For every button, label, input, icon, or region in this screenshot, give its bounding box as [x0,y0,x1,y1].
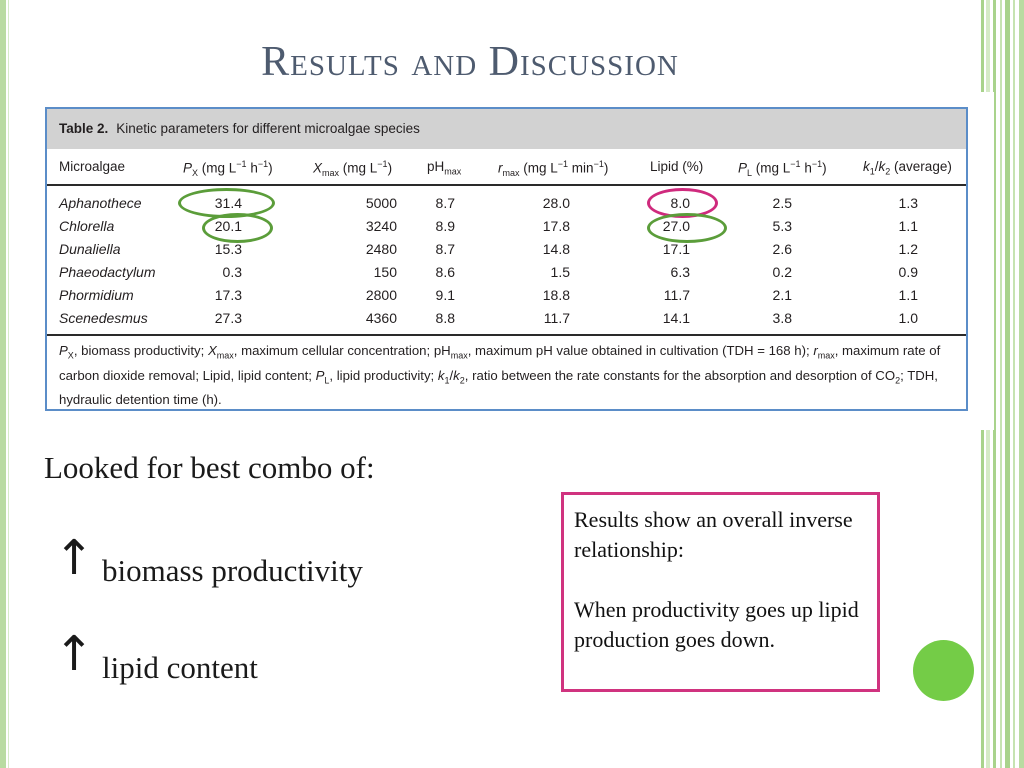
inverse-relationship-callout [561,492,880,692]
k-ratio-value: 1.0 [898,310,918,326]
col-header-k1k2: $k_1/k_2$ (average) [863,159,952,177]
species-name: Phormidium [59,287,134,303]
col-header-lipid: Lipid (%) [650,159,704,174]
ph-value: 8.7 [435,241,455,257]
species-name: Chlorella [59,218,115,234]
ph-value: 8.6 [435,264,455,280]
xmax-value: 3240 [365,218,397,234]
pl-value: 2.5 [772,195,792,211]
ph-value: 8.9 [435,218,455,234]
up-arrow-icon: ↑ [54,530,95,586]
pl-value: 2.1 [772,287,792,303]
pl-value: 5.3 [772,218,792,234]
left-border-bar [0,0,6,768]
lipid-value: 11.7 [663,287,690,303]
px-value: 27.3 [214,310,242,326]
k-ratio-value: 1.1 [898,287,918,303]
xmax-value: 4360 [365,310,397,326]
lipid-value: 27.0 [662,218,690,234]
species-name: Aphanothece [59,195,142,211]
decorative-green-circle [913,640,974,701]
col-header-microalgae: Microalgae [59,159,126,174]
k-ratio-value: 1.3 [898,195,918,211]
xmax-value: 2800 [365,287,397,303]
px-value: 20.1 [214,218,242,234]
up-arrow-icon: ↑ [54,626,95,682]
pl-value: 3.8 [772,310,792,326]
px-value: 31.4 [214,195,242,211]
body-rule [47,334,966,336]
k-ratio-value: 1.2 [898,241,918,257]
col-header-px: $P_X$ (mg $L^{-1}$ $h^{-1}$) [183,159,273,179]
header-rule [47,184,966,186]
lead-text: Looked for best combo of: [44,450,375,485]
table-label: Table 2. [59,121,109,136]
highlight-ellipse-chlorella-px [202,213,273,243]
col-header-phmax: $pH_{max}$ [427,159,462,177]
pl-value: 2.6 [772,241,792,257]
ph-value: 9.1 [435,287,455,303]
rmax-value: 11.7 [543,310,570,326]
table-footnote: $P_X$, biomass productivity; $X_{max}$, maximum cellular concentration; $pH_{max}$, maximum pH value obtained in cultivation (TDH = 168 h); $r_{max}$, maximum rate of carbon dioxide removal; Lipid, lipid content; $P_L$, lipid productivity; $k_1/k_2$, ratio between the rate constants for the absorption and desorption of $CO_2$; TDH, hydraulic detention time (h). [59,343,941,408]
right-border-stripe [1005,0,1010,768]
species-name: Scenedesmus [59,310,148,326]
species-name: Dunaliella [59,241,121,257]
k-ratio-value: 1.1 [898,218,918,234]
right-border-stripe [1000,0,1002,768]
rmax-value: 28.0 [542,195,570,211]
table-caption [47,109,966,149]
px-value: 0.3 [222,264,242,280]
lipid-value: 14.1 [662,310,690,326]
px-value: 17.3 [214,287,242,303]
kinetic-parameters-table [45,107,968,411]
rmax-value: 17.8 [542,218,570,234]
px-value: 15.3 [214,241,242,257]
lipid-value: 6.3 [670,264,690,280]
species-name: Phaeodactylum [59,264,156,280]
col-header-rmax: $r_{max}$ (mg $L^{-1}$ $\min^{-1}$) [498,159,609,179]
lipid-value: 17.1 [662,241,690,257]
xmax-value: 150 [373,264,397,280]
right-border-gap [978,92,994,430]
slide-title: Results and Discussion [261,39,679,85]
xmax-value: 2480 [365,241,397,257]
rmax-value: 1.5 [550,264,570,280]
ph-value: 8.8 [435,310,455,326]
pl-value: 0.2 [772,264,792,280]
rmax-value: 18.8 [542,287,570,303]
callout-line-2: When productivity goes up lipid production goes down. [574,597,859,652]
rmax-value: 14.8 [542,241,570,257]
table-caption-text: Kinetic parameters for different microalgae species [116,121,420,136]
xmax-value: 5000 [365,195,397,211]
col-header-pl: $P_L$ (mg $L^{-1}$ $h^{-1}$) [738,159,827,179]
col-header-xmax: $X_{max}$ (mg $L^{-1}$) [313,159,393,179]
bullet-biomass-productivity: biomass productivity [102,553,363,588]
k-ratio-value: 0.9 [898,264,918,280]
bullet-lipid-content: lipid content [102,650,258,685]
ph-value: 8.7 [435,195,455,211]
highlight-ellipse-chlorella-lipid [647,213,727,243]
lipid-value: 8.0 [670,195,690,211]
left-border-line [8,0,9,768]
callout-line-1: Results show an overall inverse relationship: [574,507,853,562]
right-border-stripe [1019,0,1024,768]
right-border-stripe [1013,0,1015,768]
